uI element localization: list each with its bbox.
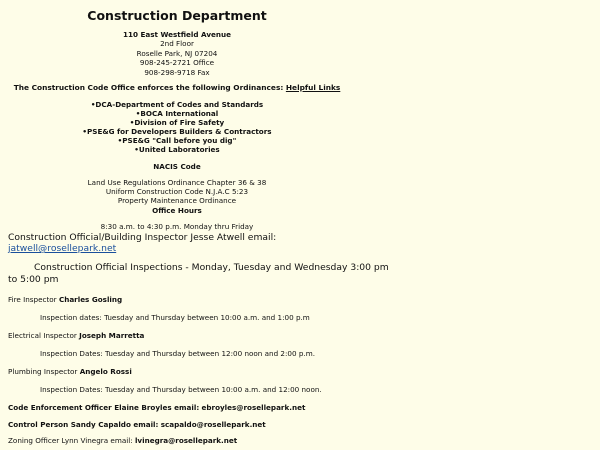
fire-inspection-dates: Inspection dates: Tuesday and Thursday between 10:00 a.m. and 1:00 p.m (40, 313, 310, 322)
control-person-email[interactable]: scapaldo@rosellepark.net (160, 420, 266, 429)
office-hours-label: Office Hours (152, 205, 202, 215)
link-boca[interactable]: •BOCA International (135, 109, 219, 118)
nacis-code: NACIS Code (153, 162, 201, 171)
plumbing-inspector-label: Plumbing Inspector (8, 367, 78, 376)
address-city: Roselle Park, NJ 07204 (136, 48, 218, 58)
fire-inspector (8, 295, 593, 304)
ordinances-intro-text: The Construction Code Office enforces the following Ordinances: (13, 83, 284, 92)
plumbing-inspector-name: Angelo Rossi (79, 367, 132, 376)
official-inspections (8, 262, 593, 286)
office-hours: 8:30 a.m. to 4:30 p.m. Monday thru Friday (100, 222, 254, 231)
link-united-labs[interactable]: •United Laboratories (134, 145, 220, 154)
fax-number: 908-298-9718 Fax (144, 67, 210, 77)
jatwell-email-link[interactable]: jatwell@rosellepark.net (8, 243, 117, 254)
link-pseg-developers[interactable]: •PSE&G for Developers Builders & Contractors (82, 127, 272, 136)
zoning-officer (8, 436, 593, 445)
plumbing-inspector (8, 367, 593, 376)
electrical-inspector-label: Electrical Inspector (8, 331, 77, 340)
construction-official-text: Construction Official/Building Inspector Jesse Atwell email: (8, 232, 277, 243)
plumbing-inspection-dates: Inspection Dates: Tuesday and Thursday between 10:00 a.m. and 12:00 noon. (40, 385, 322, 394)
address-street: 110 East Westfield Avenue (122, 30, 232, 39)
office-phone: 908-245-2721 Office (139, 58, 215, 68)
official-inspections-line2: to 5:00 pm (8, 274, 59, 285)
electrical-inspector (8, 331, 593, 340)
fire-inspector-name: Charles Gosling (58, 295, 123, 304)
ordinances-intro (0, 83, 354, 92)
link-pseg-call[interactable]: •PSE&G "Call before you dig" (117, 136, 237, 145)
fire-inspector-label: Fire Inspector (8, 295, 57, 304)
ordinance-list (0, 178, 354, 215)
page-title: Construction Department (87, 8, 267, 23)
address-block (0, 30, 354, 77)
ordinance-item: Uniform Construction Code N.J.A.C 5:23 (105, 187, 249, 197)
official-inspections-line1: Construction Official Inspections - Monday, Tuesday and Wednesday 3:00 pm (34, 262, 389, 273)
helpful-links-link[interactable]: Helpful Links (285, 83, 341, 92)
ordinance-item: Land Use Regulations Ordinance Chapter 36 & 38 (87, 178, 267, 187)
zoning-officer-email[interactable]: lvinegra@rosellepark.net (134, 436, 238, 445)
electrical-inspector-name: Joseph Marretta (79, 331, 145, 340)
link-fire-safety[interactable]: •Division of Fire Safety (129, 118, 225, 127)
code-enforcement-email[interactable]: ebroyles@rosellepark.net (201, 403, 306, 412)
code-enforcement-text: Code Enforcement Officer Elaine Broyles email: (8, 403, 200, 412)
address-floor: 2nd Floor (160, 39, 194, 49)
construction-official (8, 232, 593, 254)
electrical-inspection-dates: Inspection Dates: Tuesday and Thursday between 12:00 noon and 2:00 p.m. (40, 349, 315, 358)
ordinance-item: Property Maintenance Ordinance (117, 196, 237, 206)
control-person-text: Control Person Sandy Capaldo email: (8, 420, 159, 429)
link-dca[interactable]: •DCA-Department of Codes and Standards (90, 100, 264, 109)
resource-links (0, 100, 354, 154)
code-enforcement (8, 403, 593, 412)
control-person (8, 420, 593, 429)
zoning-officer-text: Zoning Officer Lynn Vinegra email: (8, 436, 133, 445)
